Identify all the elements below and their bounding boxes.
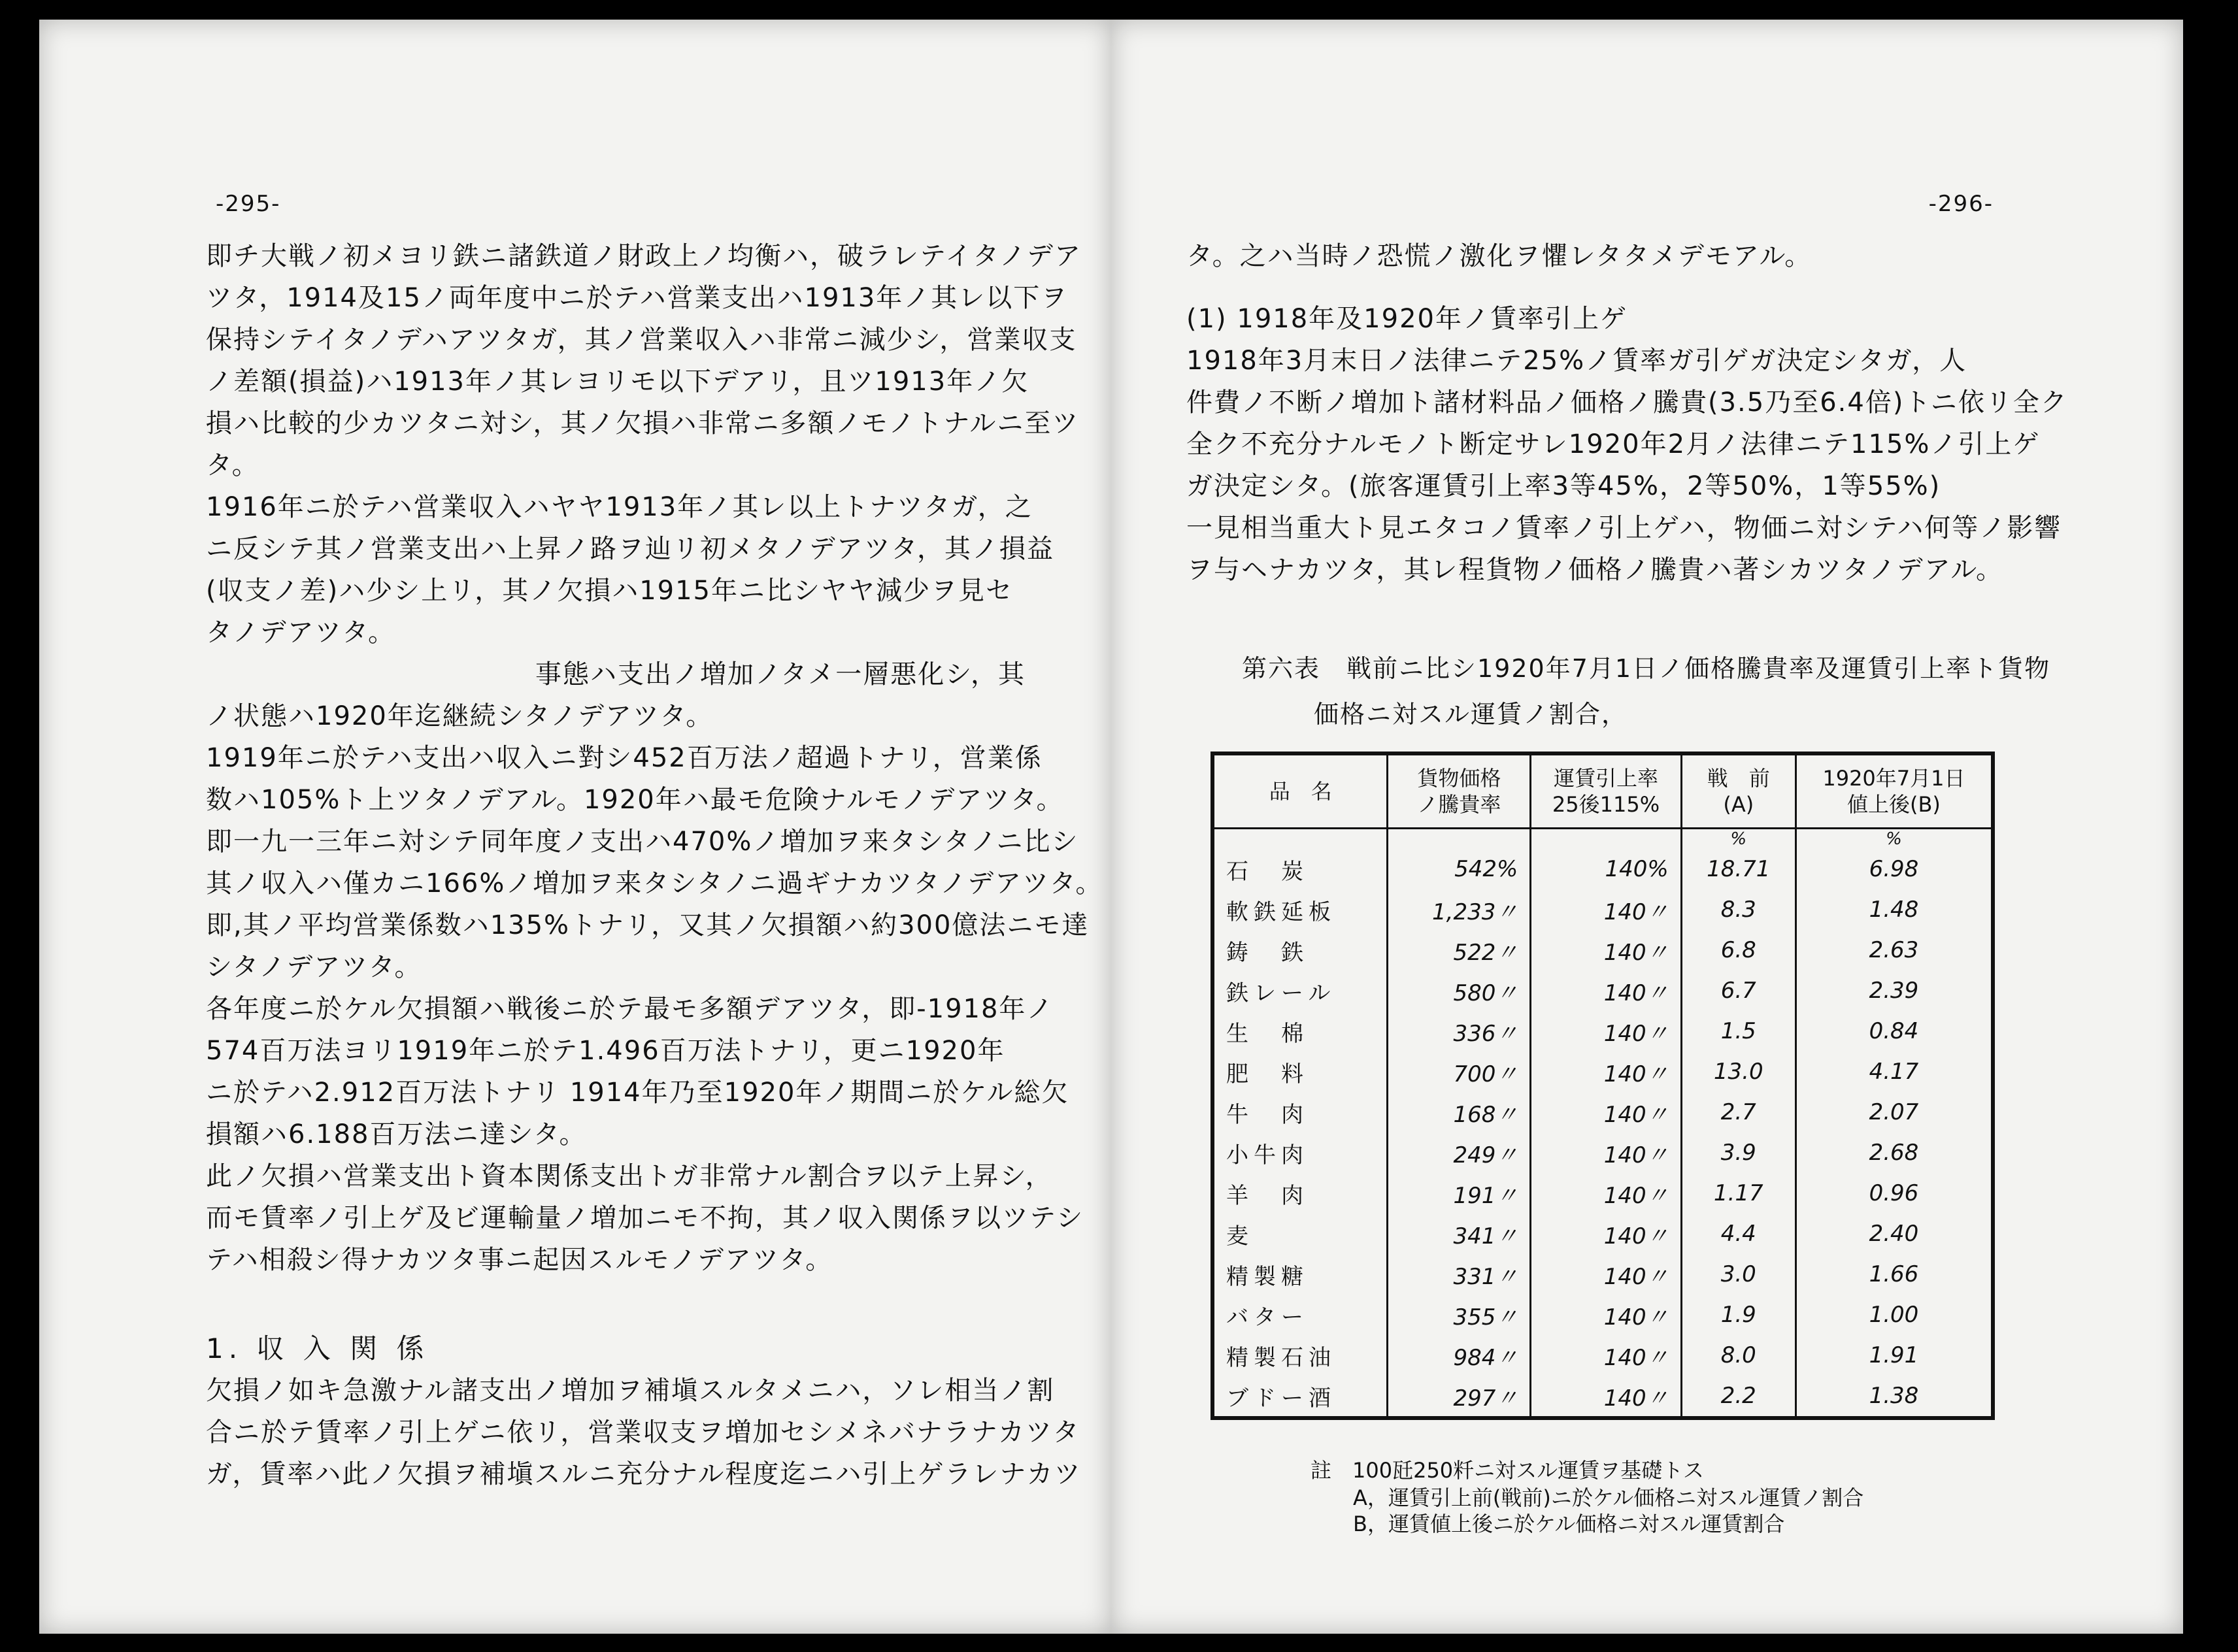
table-header-row [1212, 753, 1993, 829]
item-name-cell: 羊 肉 [1212, 1173, 1388, 1214]
unit-row [1212, 829, 1993, 850]
text-line: (収支ノ差)ハ少シ上リ，其ノ欠損ハ1915年ニ比シヤヤ減少ヲ見セ [206, 576, 1014, 606]
text-line: (1) 1918年及1920年ノ賃率引上ゲ [1186, 304, 1628, 334]
text-line: テハ相殺シ得ナカツタ事ニ起因スルモノデアツタ。 [206, 1245, 833, 1275]
table-row [1212, 930, 1993, 970]
value-cell: 6.8 [1681, 930, 1795, 970]
item-name-cell: 精製糖 [1212, 1254, 1388, 1295]
value-cell: 542% [1388, 849, 1531, 889]
value-cell: 336〃 [1388, 1011, 1531, 1051]
value-cell: 1.17 [1681, 1173, 1795, 1214]
value-cell: 700〃 [1388, 1051, 1531, 1092]
page-number: -295- [216, 191, 281, 217]
value-cell: 1.48 [1795, 889, 1993, 930]
section-heading: 1. 収 入 関 係 [206, 1332, 429, 1364]
value-cell: 3.0 [1681, 1254, 1795, 1295]
text-line: ガ決定シタ。(旅客運賃引上率3等45%，2等50%，1等55%) [1186, 471, 1941, 501]
freight-rate-table [1211, 752, 1995, 1420]
value-cell: 355〃 [1388, 1295, 1531, 1335]
text-line: ノ差額(損益)ハ1913年ノ其レヨリモ以下デアリ，且ツ1913年ノ欠 [206, 367, 1029, 397]
value-cell: 2.63 [1795, 930, 1993, 970]
value-cell: 8.3 [1681, 889, 1795, 930]
value-cell: 0.96 [1795, 1173, 1993, 1214]
value-cell: 1.66 [1795, 1254, 1993, 1295]
value-cell: 1.9 [1681, 1295, 1795, 1335]
text-line: シタノデアツタ。 [206, 952, 422, 982]
text-line: 件費ノ不断ノ増加ト諸材料品ノ価格ノ騰貴(3.5乃至6.4倍)トニ依リ全ク [1186, 388, 2068, 418]
text-line: 而モ賃率ノ引上ゲ及ビ運輸量ノ増加ニモ不拘，其ノ収入関係ヲ以ツテシ [206, 1203, 1084, 1233]
value-cell: 8.0 [1681, 1335, 1795, 1376]
text-line: 其ノ収入ハ僅カニ166%ノ増加ヲ来タシタノニ過ギナカツタノデアツタ。 [206, 868, 1103, 899]
value-cell: 140〃 [1531, 970, 1681, 1011]
text-line: ツタ，1914及15ノ両年度中ニ於テハ営業支出ハ1913年ノ其レ以下ヲ [206, 283, 1069, 313]
value-cell: 140〃 [1531, 1214, 1681, 1254]
value-cell: 140〃 [1531, 1254, 1681, 1295]
body-text [1186, 235, 2068, 591]
unit-cell: % [1795, 829, 1993, 850]
value-cell: 191〃 [1388, 1173, 1531, 1214]
value-cell: 140〃 [1531, 1376, 1681, 1418]
text-line: 1916年ニ於テハ営業収入ハヤヤ1913年ノ其レ以上トナツタガ，之 [206, 492, 1033, 522]
value-cell: 4.4 [1681, 1214, 1795, 1254]
text-line: 事態ハ支出ノ増加ノタメ一層悪化シ，其 [206, 659, 1026, 689]
item-name-cell: バター [1212, 1295, 1388, 1335]
value-cell: 6.7 [1681, 970, 1795, 1011]
value-cell: 1.91 [1795, 1335, 1993, 1376]
value-cell: 2.68 [1795, 1132, 1993, 1173]
item-name-cell: 軟鉄延板 [1212, 889, 1388, 930]
value-cell: 18.71 [1681, 849, 1795, 889]
item-name-cell: 肥 料 [1212, 1051, 1388, 1092]
text-line: ノ状態ハ1920年迄継続シタノデアツタ。 [206, 701, 714, 731]
table-note-b: B，運賃値上後ニ於ケル価格ニ対スル運賃割合 [1353, 1512, 1785, 1536]
table-row [1212, 1376, 1993, 1418]
item-name-cell: 鉄レール [1212, 970, 1388, 1011]
text-line: 即,其ノ平均営業係数ハ135%トナリ，又其ノ欠損額ハ約300億法ニモ達 [206, 910, 1090, 940]
value-cell: 140〃 [1531, 1011, 1681, 1051]
text-line: 574百万法ヨリ1919年ニ於テ1.496百万法トナリ，更ニ1920年 [206, 1036, 1005, 1066]
table-row [1212, 970, 1993, 1011]
table-row [1212, 1132, 1993, 1173]
right-page [1111, 20, 2183, 1634]
value-cell: 1.5 [1681, 1011, 1795, 1051]
item-name-cell: 石 炭 [1212, 849, 1388, 889]
unit-cell [1531, 829, 1681, 850]
table-row [1212, 1214, 1993, 1254]
text-line: 各年度ニ於ケル欠損額ハ戦後ニ於テ最モ多額デアツタ，即-1918年ノ [206, 994, 1054, 1024]
page-number: -296- [1928, 191, 1994, 217]
table-note: 註 100瓩250粁ニ対スル運賃ヲ基礎トス [1311, 1458, 1704, 1483]
text-line [206, 1281, 1075, 1302]
text-line: ニ反シテ其ノ営業支出ハ上昇ノ路ヲ辿リ初メタノデアツタ，其ノ損益 [206, 534, 1054, 564]
value-cell: 140〃 [1531, 1173, 1681, 1214]
value-cell: 2.7 [1681, 1092, 1795, 1132]
item-name-cell: 生 棉 [1212, 1011, 1388, 1051]
text-line: 保持シテイタノデハアツタガ，其ノ営業収入ハ非常ニ減少シ，営業収支 [206, 325, 1077, 355]
text-line: 此ノ欠損ハ営業支出ト資本関係支出トガ非常ナル割合ヲ以テ上昇シ， [206, 1161, 1053, 1191]
value-cell: 2.2 [1681, 1376, 1795, 1418]
value-cell: 0.84 [1795, 1011, 1993, 1051]
table-row [1212, 1011, 1993, 1051]
item-name-cell: ブドー酒 [1212, 1376, 1388, 1418]
table-caption-continued: 価格ニ対スル運賃ノ割合， [1314, 700, 1628, 729]
column-header: 品 名 [1212, 753, 1388, 829]
text-line: 1918年3月末日ノ法律ニテ25%ノ賃率ガ引ゲガ決定シタガ，人 [1186, 346, 1967, 376]
value-cell: 2.39 [1795, 970, 1993, 1011]
value-cell: 140〃 [1531, 930, 1681, 970]
text-line: 即チ大戦ノ初メヨリ鉄ニ諸鉄道ノ財政上ノ均衡ハ，破ラレテイタノデア [206, 241, 1082, 271]
text-line [1186, 277, 2029, 298]
text-line: 数ハ105%ト上ツタノデアル。1920年ハ最モ危険ナルモノデアツタ。 [206, 785, 1064, 815]
value-cell: 140% [1531, 849, 1681, 889]
value-cell: 297〃 [1388, 1376, 1531, 1418]
text-line: タノデアツタ。 [206, 618, 395, 648]
table-caption: 第六表 戦前ニ比シ1920年7月1日ノ価格騰貴率及運賃引上率ト貨物 [1242, 654, 2051, 683]
value-cell: 249〃 [1388, 1132, 1531, 1173]
unit-cell [1212, 829, 1388, 850]
value-cell: 140〃 [1531, 1092, 1681, 1132]
value-cell: 140〃 [1531, 1051, 1681, 1092]
value-cell: 984〃 [1388, 1335, 1531, 1376]
value-cell: 6.98 [1795, 849, 1993, 889]
text-line: 一見相当重大ト見エタコノ賃率ノ引上ゲハ，物価ニ対シテハ何等ノ影響 [1186, 513, 2062, 543]
text-line: タ。之ハ当時ノ恐慌ノ激化ヲ懼レタタメデモアル。 [1186, 241, 1812, 271]
column-header: 1920年7月1日 値上後(B) [1795, 753, 1993, 829]
column-header: 戦 前 (A) [1681, 753, 1795, 829]
text-line: 1919年ニ於テハ支出ハ収入ニ對シ452百万法ノ超過トナリ，営業係 [206, 743, 1043, 773]
unit-cell: % [1681, 829, 1795, 850]
value-cell: 140〃 [1531, 1335, 1681, 1376]
body-text [206, 235, 1103, 1495]
value-cell: 4.17 [1795, 1051, 1993, 1092]
table-row [1212, 889, 1993, 930]
column-header: 運賃引上率 25後115% [1531, 753, 1681, 829]
text-line: 損ハ比較的少カツタニ対シ，其ノ欠損ハ非常ニ多額ノモノトナルニ至ツ [206, 408, 1080, 438]
text-line: タ。 [206, 450, 259, 480]
value-cell: 140〃 [1531, 1295, 1681, 1335]
text-line: ヲ与ヘナカツタ，其レ程貨物ノ価格ノ騰貴ハ著シカツタノデアル。 [1186, 555, 2003, 585]
value-cell: 341〃 [1388, 1214, 1531, 1254]
text-line: 欠損ノ如キ急激ナル諸支出ノ増加ヲ補塡スルタメニハ，ソレ相当ノ割 [206, 1376, 1055, 1406]
table-row [1212, 1173, 1993, 1214]
text-line: 即一九一三年ニ対シテ同年度ノ支出ハ470%ノ増加ヲ来タシタノニ比シ [206, 827, 1079, 857]
value-cell: 168〃 [1388, 1092, 1531, 1132]
table-row [1212, 1254, 1993, 1295]
unit-cell [1388, 829, 1531, 850]
value-cell: 3.9 [1681, 1132, 1795, 1173]
value-cell: 13.0 [1681, 1051, 1795, 1092]
text-line: 全ク不充分ナルモノト断定サレ1920年2月ノ法律ニテ115%ノ引上ゲ [1186, 429, 2041, 459]
table-row [1212, 1335, 1993, 1376]
table-note-a: A，運賃引上前(戦前)ニ於ケル価格ニ対スル運賃ノ割合 [1353, 1485, 1864, 1510]
text-line: 合ニ於テ賃率ノ引上ゲニ依リ，営業収支ヲ増加セシメネバナラナカツタ [206, 1417, 1080, 1447]
text-line: 損額ハ6.188百万法ニ達シタ。 [206, 1119, 587, 1149]
value-cell: 2.40 [1795, 1214, 1993, 1254]
value-cell: 1.38 [1795, 1376, 1993, 1418]
left-page [39, 20, 1111, 1634]
text-line: ガ，賃率ハ此ノ欠損ヲ補塡スルニ充分ナル程度迄ニハ引上ゲラレナカツ [206, 1459, 1082, 1489]
value-cell: 140〃 [1531, 1132, 1681, 1173]
value-cell: 1.00 [1795, 1295, 1993, 1335]
value-cell: 2.07 [1795, 1092, 1993, 1132]
table-row [1212, 1051, 1993, 1092]
value-cell: 1,233〃 [1388, 889, 1531, 930]
table-row [1212, 1092, 1993, 1132]
table-row [1212, 1295, 1993, 1335]
column-header: 貨物価格 ノ騰貴率 [1388, 753, 1531, 829]
value-cell: 522〃 [1388, 930, 1531, 970]
text-line: ニ於テハ2.912百万法トナリ 1914年乃至1920年ノ期間ニ於ケル総欠 [206, 1078, 1069, 1108]
value-cell: 140〃 [1531, 889, 1681, 930]
item-name-cell: 牛 肉 [1212, 1092, 1388, 1132]
item-name-cell: 小牛肉 [1212, 1132, 1388, 1173]
item-name-cell: 鋳 鉄 [1212, 930, 1388, 970]
value-cell: 580〃 [1388, 970, 1531, 1011]
table-row [1212, 849, 1993, 889]
item-name-cell: 精製石油 [1212, 1335, 1388, 1376]
item-name-cell: 麦 [1212, 1214, 1388, 1254]
value-cell: 331〃 [1388, 1254, 1531, 1295]
